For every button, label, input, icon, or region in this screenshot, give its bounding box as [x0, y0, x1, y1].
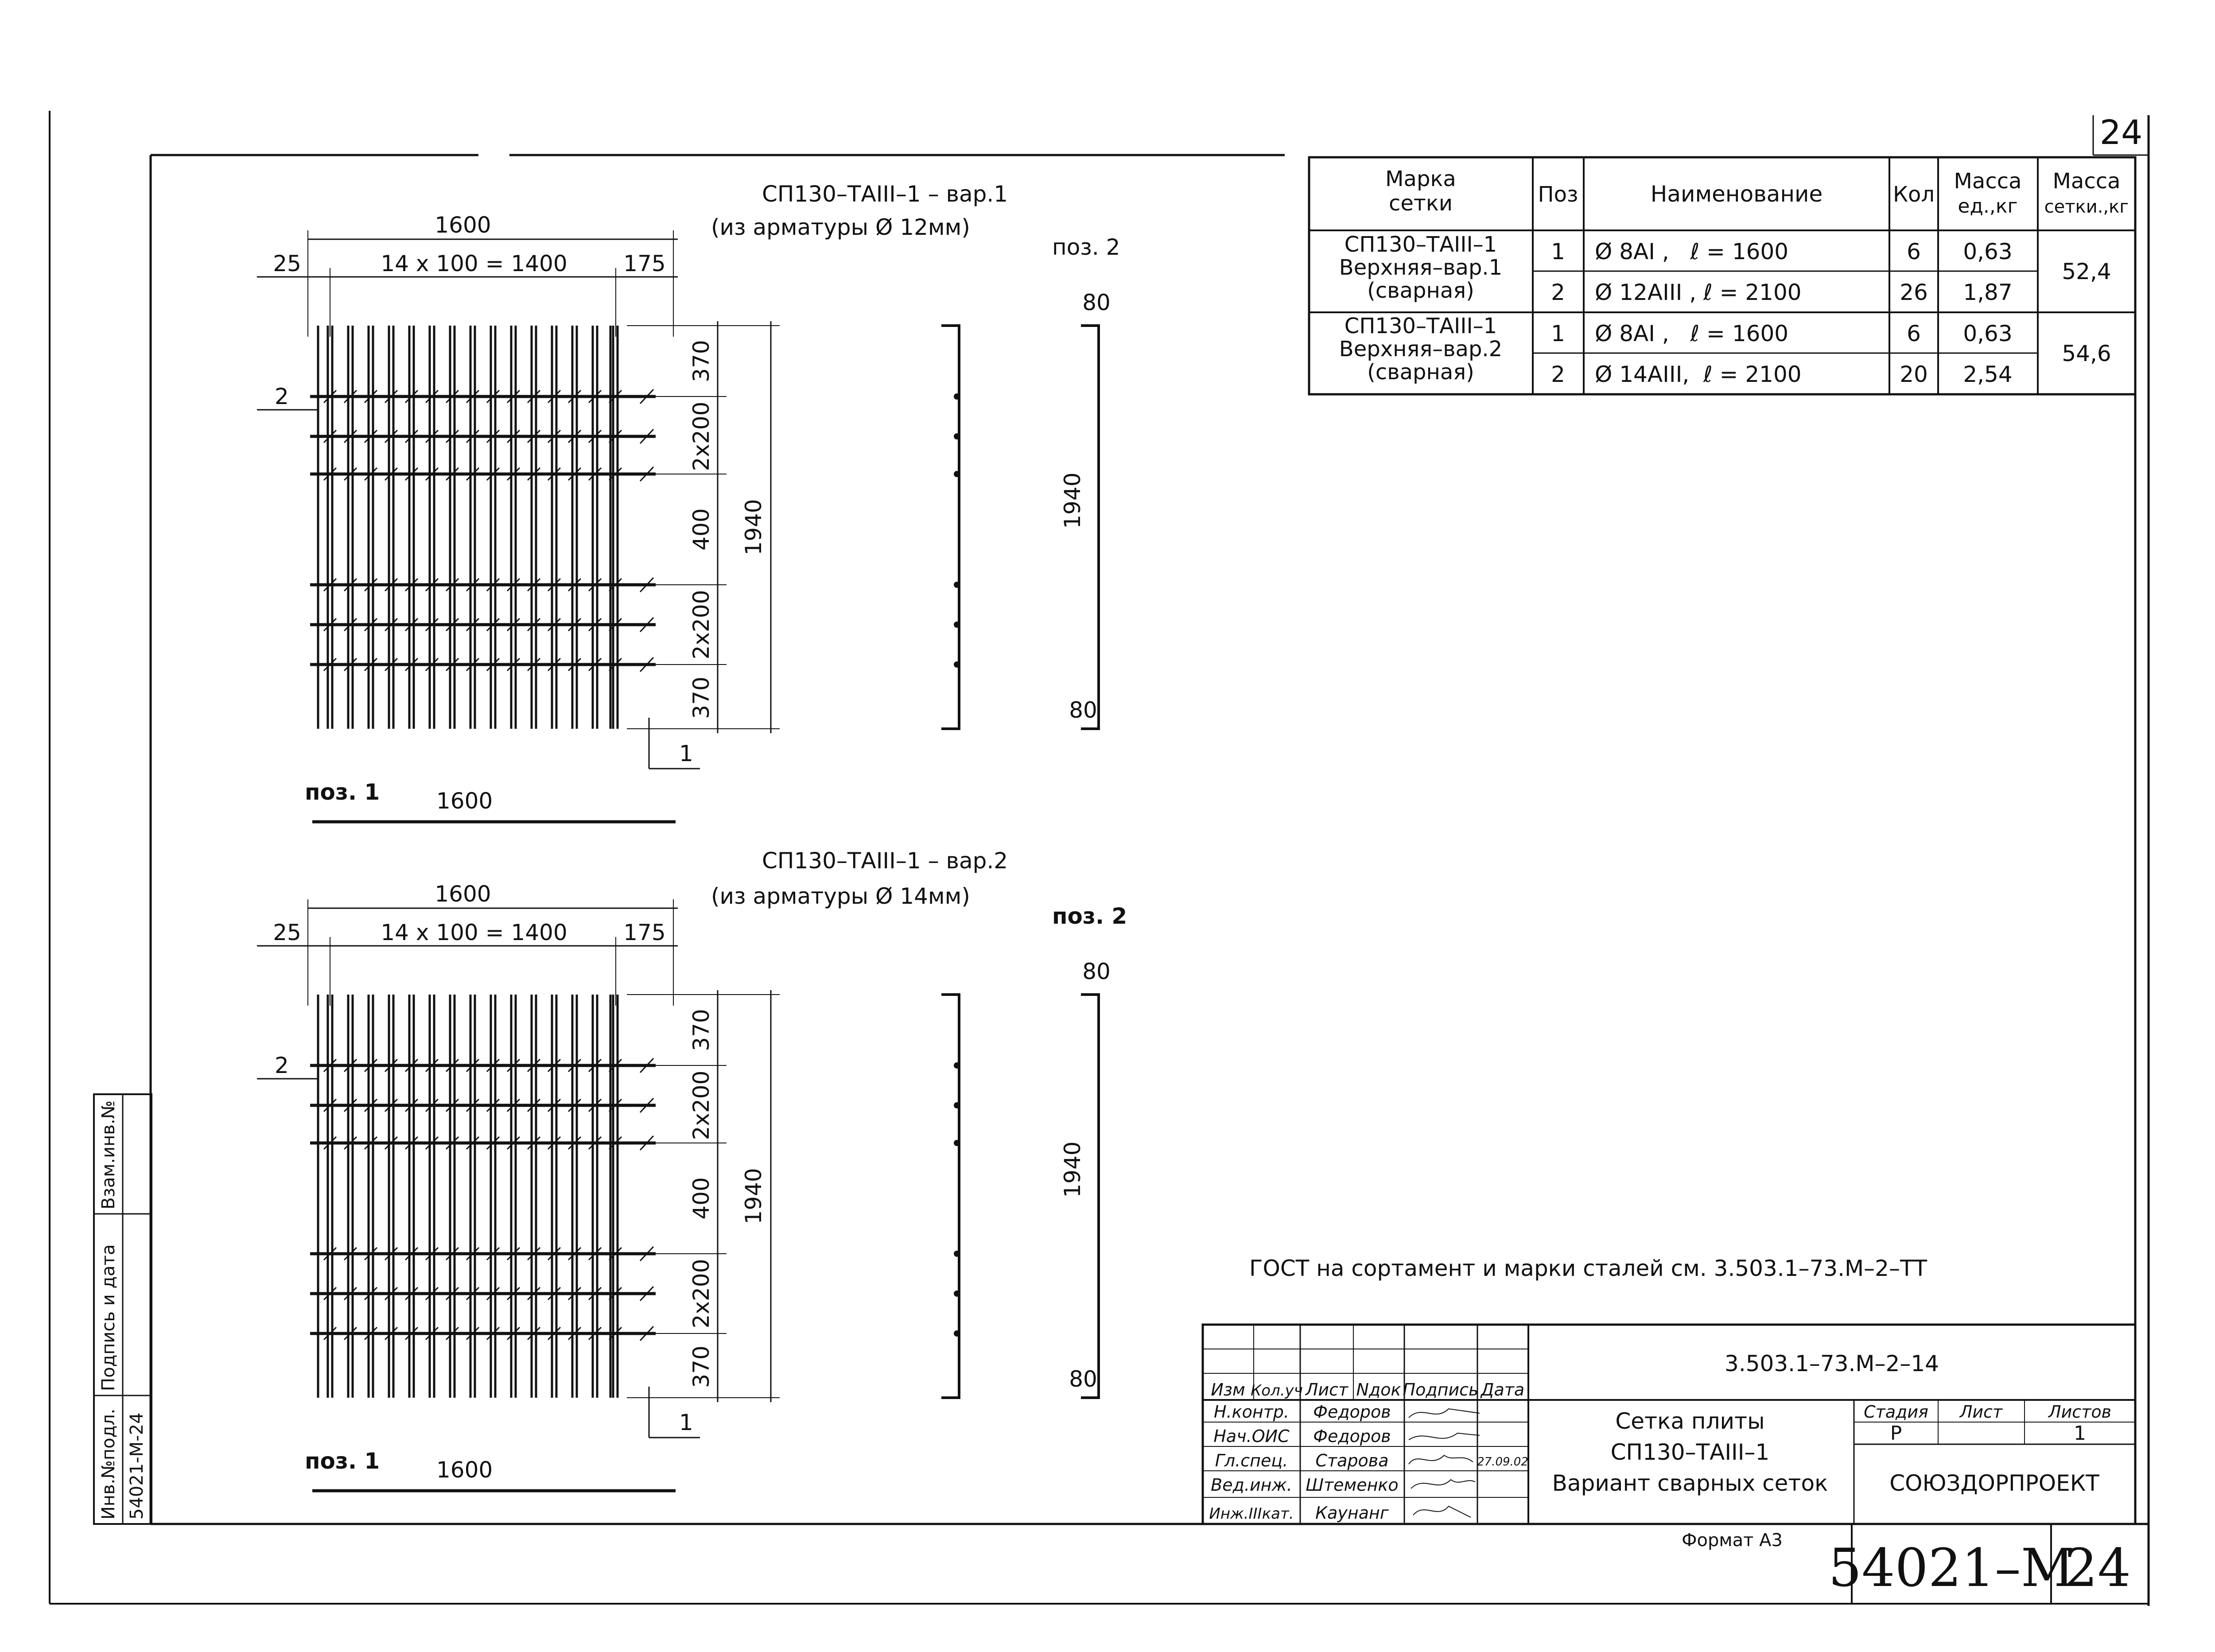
title-col-ndok: Nдок [1356, 1380, 1401, 1399]
variant-2-pos2-bottom: 80 [1069, 1366, 1097, 1392]
title-person-name: Старова [1315, 1451, 1389, 1470]
spec-header-name: Наименование [1650, 181, 1823, 207]
variant-1-pos1-length: 1600 [436, 788, 493, 814]
variant-2-height: 1940 [741, 1168, 766, 1224]
spec-row-pos: 1 [1551, 321, 1565, 346]
variant-2-pos2-label: поз. 2 [1052, 903, 1127, 929]
bar-section-dot [954, 582, 960, 588]
variant-1-left-offset: 25 [273, 251, 301, 276]
title-line-1: Сетка плиты [1615, 1408, 1765, 1434]
title-sheet-label: Лист [1959, 1402, 2003, 1422]
signature-mark [1413, 1506, 1471, 1517]
signature-mark [1409, 1455, 1473, 1464]
spec-row-qty: 6 [1907, 321, 1921, 346]
title-person-date: 27.09.02 [1477, 1455, 1528, 1469]
signature-mark [1409, 1433, 1480, 1440]
variant-1-callout-2: 2 [275, 384, 289, 409]
variant-2-mesh [310, 995, 656, 1398]
variant-1-seg-bottom: 370 [688, 676, 714, 719]
spec-group-1-total: 52,4 [2062, 259, 2111, 284]
variant-1-pos1 [305, 779, 676, 822]
variant-2-pos1 [305, 1448, 676, 1491]
side-stamp-label-replacement: Взам.инв.№ [98, 1100, 119, 1209]
variant-2-overall-width: 1600 [435, 881, 491, 907]
side-stamp [94, 1094, 152, 1524]
variant-2-seg-2x200-b: 2x200 [688, 1259, 714, 1329]
spec-group-2-mark-2: Верхняя–вар.2 [1339, 337, 1503, 361]
side-stamp-inventory-value: 54021-М-24 [127, 1412, 147, 1520]
variant-1-seg-mid: 400 [688, 508, 714, 551]
spec-table [1309, 157, 2135, 394]
spec-group-1-mark-3: (сварная) [1367, 278, 1474, 303]
variant-1-mesh [310, 326, 656, 729]
spec-row-mass: 0,63 [1963, 239, 2013, 264]
spec-header-mass-unit-2: ед.,кг [1958, 195, 2018, 218]
bar-section-dot [954, 1251, 960, 1257]
variant-1-callout-1: 1 [679, 741, 693, 766]
bar-section-dot [954, 433, 960, 439]
bar-section-dot [954, 661, 960, 668]
list-item [1211, 1475, 1475, 1495]
title-stage-label: Стадия [1864, 1402, 1928, 1422]
title-stage-value: Р [1890, 1422, 1902, 1445]
table-row [1551, 280, 2013, 305]
title-person-role: Инж.IIIкат. [1209, 1505, 1294, 1523]
spec-header-mark-1: Марка [1385, 167, 1456, 191]
title-sheets-value: 1 [2074, 1422, 2086, 1445]
archive-sheet: 24 [2064, 1537, 2131, 1598]
variant-2-seg-top: 370 [688, 1009, 714, 1051]
variant-2-seg-bottom: 370 [688, 1345, 714, 1388]
variant-2-title: СП130–ТАIII–1 – вар.2 [762, 848, 1008, 874]
variant-1-height: 1940 [741, 499, 766, 556]
variant-2-callout-2: 2 [275, 1053, 289, 1078]
bar-section-dot [954, 1330, 960, 1337]
sheet-number: 24 [2099, 113, 2143, 152]
variant-2 [257, 848, 1127, 1491]
title-person-role: Гл.спец. [1215, 1451, 1288, 1470]
variant-2-height-dims [627, 990, 780, 1402]
spec-group-2-mark-3: (сварная) [1367, 360, 1474, 385]
title-block [1203, 1325, 2135, 1604]
bar-section-dot [954, 622, 960, 628]
spec-row-name: Ø 12AIII , ℓ = 2100 [1595, 280, 1802, 305]
variant-2-pos1-label: поз. 1 [305, 1448, 380, 1474]
variant-2-pos1-length: 1600 [436, 1457, 493, 1483]
variant-1-pos2-bottom: 80 [1069, 697, 1097, 723]
variant-1-width-dims [257, 212, 678, 337]
signature-mark [1409, 1409, 1480, 1418]
archive-code: 54021–М [1828, 1537, 2075, 1598]
title-doc-code: 3.503.1–73.М–2–14 [1725, 1351, 1939, 1376]
bar-section-dot [954, 471, 960, 477]
spec-group-2 [1339, 314, 2111, 387]
variant-1-seg-2x200-b: 2x200 [688, 590, 714, 660]
spec-row-qty: 6 [1907, 239, 1921, 264]
spec-row-pos: 2 [1551, 280, 1565, 305]
table-row [1551, 239, 2013, 264]
variant-2-seg-2x200-a: 2x200 [688, 1070, 714, 1140]
variant-2-left-offset: 25 [273, 920, 301, 945]
variant-2-width-dims [257, 881, 678, 1006]
side-stamp-label-inventory: Инв.№подл. [98, 1408, 119, 1520]
variant-1-pos2-label: поз. 2 [1052, 234, 1120, 260]
spec-row-pos: 1 [1551, 239, 1565, 264]
spec-row-name: Ø 8AI , ℓ = 1600 [1595, 239, 1789, 264]
variant-1-pos2 [941, 234, 1120, 729]
title-person-role: Нач.ОИС [1213, 1427, 1290, 1446]
variant-1-pos2-length: 1940 [1060, 472, 1085, 529]
title-col-izm: Изм [1211, 1380, 1245, 1399]
variant-1-pos2-top: 80 [1082, 290, 1111, 315]
variant-1-spacing: 14 x 100 = 1400 [381, 251, 567, 276]
gost-note: ГОСТ на сортамент и марки сталей см. 3.503.1–73.М–2–ТТ [1249, 1256, 1927, 1281]
spec-group-1-mark-1: СП130–ТАIII–1 [1344, 232, 1497, 257]
table-row [1551, 321, 2013, 346]
spec-row-mass: 2,54 [1963, 361, 2013, 387]
spec-row-mass: 1,87 [1963, 280, 2013, 305]
spec-row-name: Ø 14AIII, ℓ = 2100 [1595, 361, 1802, 387]
list-item [1209, 1503, 1471, 1523]
variant-1-seg-top: 370 [688, 340, 714, 382]
variant-2-seg-mid: 400 [688, 1177, 714, 1220]
list-item [1215, 1451, 1528, 1470]
spec-row-pos: 2 [1551, 361, 1565, 387]
variant-1-callouts [257, 384, 700, 769]
variant-2-right-offset: 175 [623, 920, 666, 945]
variant-1-title: СП130–ТАIII–1 – вар.1 [762, 181, 1008, 207]
spec-row-name: Ø 8AI , ℓ = 1600 [1595, 321, 1789, 346]
title-col-koluch: Кол.уч [1251, 1382, 1303, 1399]
signature-mark [1411, 1480, 1475, 1489]
spec-row-mass: 0,63 [1963, 321, 2013, 346]
bar-section-dot [954, 393, 960, 400]
variant-2-pos2 [941, 903, 1127, 1398]
variant-2-callouts [257, 1053, 700, 1438]
page-format: Формат А3 [1682, 1530, 1783, 1551]
title-person-name: Каунанг [1315, 1503, 1389, 1523]
bar-section-dot [954, 1291, 960, 1297]
spec-row-qty: 20 [1900, 361, 1928, 387]
variant-1-subtitle: (из арматуры Ø 12мм) [711, 214, 970, 240]
list-item [1213, 1427, 1480, 1446]
title-line-2: СП130–ТАIII–1 [1610, 1439, 1770, 1465]
title-col-list: Лист [1305, 1380, 1348, 1399]
title-person-name: Штеменко [1306, 1475, 1399, 1495]
variant-2-subtitle: (из арматуры Ø 14мм) [711, 883, 970, 909]
spec-header-mass-unit-1: Масса [1954, 169, 2022, 194]
side-stamp-label-signature: Подпись и дата [98, 1244, 119, 1391]
variant-2-spacing: 14 x 100 = 1400 [381, 920, 567, 945]
spec-group-1 [1339, 232, 2111, 305]
spec-group-1-mark-2: Верхняя–вар.1 [1339, 255, 1503, 280]
title-col-signature: Подпись [1403, 1380, 1479, 1399]
variant-2-callout-1: 1 [679, 1410, 693, 1435]
spec-header-mass-total-1: Масса [2052, 169, 2121, 194]
title-person-role: Вед.инж. [1211, 1475, 1292, 1495]
variant-1 [257, 181, 1120, 822]
title-organization: СОЮЗДОРПРОЕКТ [1889, 1470, 2099, 1496]
table-row [1551, 361, 2013, 387]
bar-section-dot [954, 1140, 960, 1146]
title-person-name: Федоров [1313, 1402, 1391, 1422]
bar-section-dot [954, 1062, 960, 1069]
spec-header-pos: Поз [1538, 182, 1578, 207]
variant-2-pos2-top: 80 [1082, 959, 1111, 984]
title-sheets-label: Листов [2048, 1402, 2111, 1422]
title-col-date: Дата [1481, 1380, 1525, 1399]
spec-header-mass-total-2: сетки.,кг [2044, 197, 2129, 217]
variant-1-height-dims [627, 321, 780, 733]
spec-group-2-total: 54,6 [2062, 341, 2111, 366]
variant-1-pos1-label: поз. 1 [305, 779, 380, 805]
spec-row-qty: 26 [1900, 280, 1928, 305]
variant-1-overall-width: 1600 [435, 212, 491, 238]
variant-2-pos2-length: 1940 [1060, 1141, 1085, 1198]
spec-header-qty: Кол [1892, 182, 1935, 207]
spec-header-mark-2: сетки [1388, 191, 1453, 216]
title-person-name: Федоров [1313, 1427, 1391, 1446]
spec-group-2-mark-1: СП130–ТАIII–1 [1344, 314, 1497, 338]
bar-section-dot [954, 1102, 960, 1108]
title-person-role: Н.контр. [1213, 1402, 1290, 1422]
title-line-3: Вариант сварных сеток [1552, 1470, 1828, 1496]
list-item [1214, 1402, 1480, 1422]
variant-1-seg-2x200-a: 2x200 [688, 401, 714, 471]
variant-1-right-offset: 175 [623, 251, 666, 276]
